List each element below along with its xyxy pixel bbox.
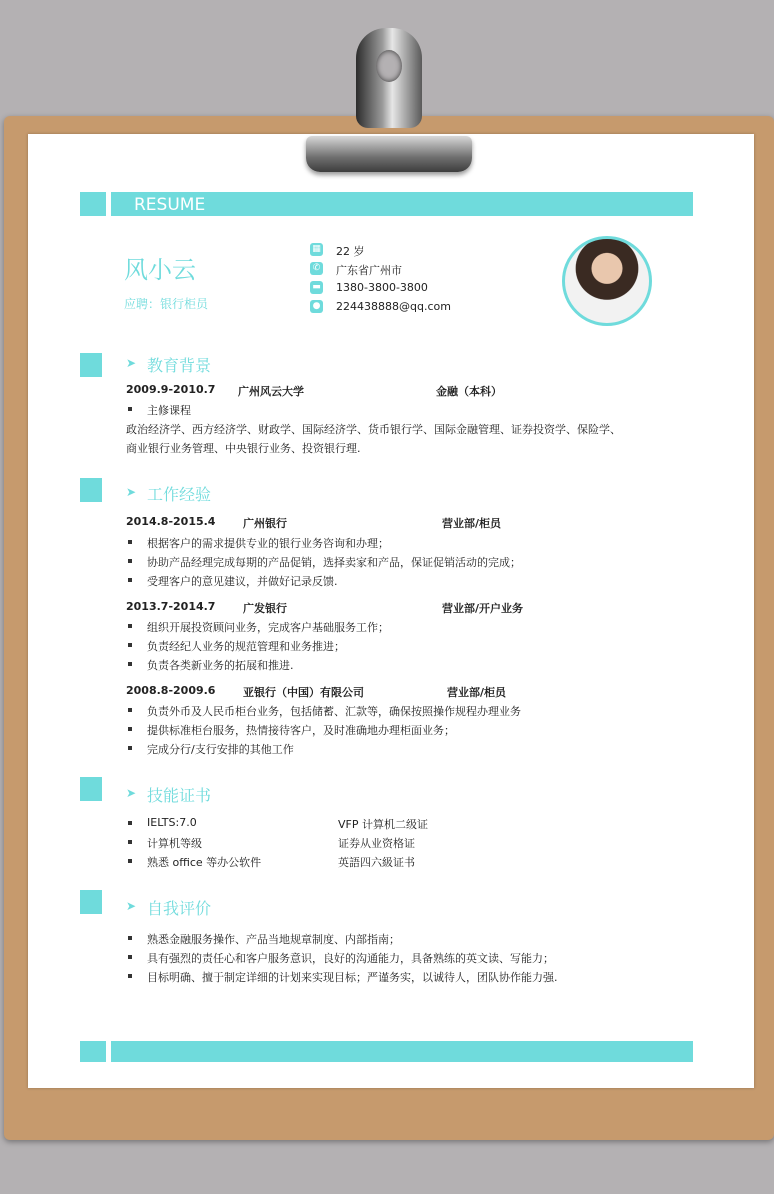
job-item: 负责经纪人业务的规范管理和业务推进；: [147, 640, 345, 653]
job-period: 2014.8-2015.4: [126, 515, 216, 528]
course-label: 主修课程: [147, 404, 191, 417]
arrow-icon: ➤: [126, 899, 137, 913]
job-item: 完成分行/支行安排的其他工作: [147, 743, 294, 756]
bullet: [128, 407, 132, 411]
avatar: [562, 236, 652, 326]
arrow-icon: ➤: [126, 786, 137, 800]
course-line-1: 政治经济学、西方经济学、财政学、国际经济学、货币银行学、国际金融管理、证券投资学、保险学、: [126, 423, 621, 436]
skills-title: 技能证书: [147, 786, 212, 805]
bullet: [128, 624, 132, 628]
skill-item: 证券从业资格证: [338, 837, 415, 850]
binder-clip-hole: [376, 50, 402, 82]
bullet: [128, 559, 132, 563]
education-title: 教育背景: [147, 356, 212, 375]
bullet: [128, 974, 132, 978]
work-title: 工作经验: [147, 485, 212, 504]
bullet: [128, 708, 132, 712]
job-item: 提供标准柜台服务，热情接待客户，及时准确地办理柜面业务；: [147, 724, 455, 737]
phone: 1380-3800-3800: [336, 281, 428, 294]
self-item: 熟悉金融服务操作、产品当地规章制度、内部指南；: [147, 933, 400, 946]
bullet: [128, 955, 132, 959]
skill-item: 计算机等级: [147, 837, 202, 850]
age: 22 岁: [336, 245, 365, 258]
job-item: 受理客户的意见建议，并做好记录反馈.: [147, 575, 338, 588]
name: 风小云: [124, 256, 196, 284]
bullet: [128, 746, 132, 750]
bullet: [128, 936, 132, 940]
bullet: [128, 662, 132, 666]
bullet: [128, 727, 132, 731]
job-item: 组织开展投资顾问业务，完成客户基础服务工作；: [147, 621, 389, 634]
bullet: [128, 859, 132, 863]
skills-marker: [80, 777, 102, 801]
self-item: 目标明确、擅于制定详细的计划来实现目标；严谨务实，以诚待人，团队协作能力强.: [147, 971, 558, 984]
apply-position: 应聘：银行柜员: [124, 297, 209, 311]
job-dept: 营业部/开户业务: [442, 602, 524, 615]
self-marker: [80, 890, 102, 914]
email: 224438888@qq.com: [336, 300, 451, 313]
bullet: [128, 840, 132, 844]
job-company: 广州银行: [243, 517, 287, 530]
education-marker: [80, 353, 102, 377]
footer-band: [111, 1041, 693, 1062]
course-line-2: 商业银行业务管理、中央银行业务、投资银行理.: [126, 442, 361, 455]
header-band-left: [80, 192, 106, 216]
work-marker: [80, 478, 102, 502]
skill-item: IELTS:7.0: [147, 816, 197, 829]
resume-label: RESUME: [134, 195, 206, 215]
skill-item: VFP 计算机二级证: [338, 818, 428, 831]
location: 广东省广州市: [336, 264, 402, 277]
job-company: 广发银行: [243, 602, 287, 615]
job-dept: 营业部/柜员: [442, 517, 502, 530]
job-company: 亚银行（中国）有限公司: [243, 686, 364, 699]
arrow-icon: ➤: [126, 356, 137, 370]
job-dept: 营业部/柜员: [447, 686, 507, 699]
job-item: 根据客户的需求提供专业的银行业务咨询和办理；: [147, 537, 389, 550]
bullet: [128, 821, 132, 825]
message-icon: ▬: [310, 281, 323, 294]
job-item: 协助产品经理完成每期的产品促销，选择卖家和产品，保证促销活动的完成；: [147, 556, 521, 569]
self-item: 具有强烈的责任心和客户服务意识，良好的沟通能力，具备熟练的英文读、写能力；: [147, 952, 554, 965]
skill-item: 熟悉 office 等办公软件: [147, 856, 262, 869]
binder-clip-base: [306, 136, 472, 172]
job-period: 2013.7-2014.7: [126, 600, 216, 613]
job-item: 负责各类新业务的拓展和推进.: [147, 659, 294, 672]
bullet: [128, 578, 132, 582]
education-school: 广州风云大学: [238, 385, 304, 398]
self-title: 自我评价: [147, 899, 212, 918]
education-major: 金融（本科）: [436, 385, 502, 398]
phone-icon: ✆: [310, 262, 323, 275]
footer-band-left: [80, 1041, 106, 1062]
location-icon: ●: [310, 300, 323, 313]
skill-item: 英語四六級证书: [338, 856, 415, 869]
arrow-icon: ➤: [126, 485, 137, 499]
job-item: 负责外币及人民币柜台业务，包括储蓄、汇款等，确保按照操作规程办理业务: [147, 705, 521, 718]
bullet: [128, 643, 132, 647]
job-period: 2008.8-2009.6: [126, 684, 216, 697]
education-period: 2009.9-2010.7: [126, 383, 216, 396]
bullet: [128, 540, 132, 544]
calendar-icon: ▦: [310, 243, 323, 256]
